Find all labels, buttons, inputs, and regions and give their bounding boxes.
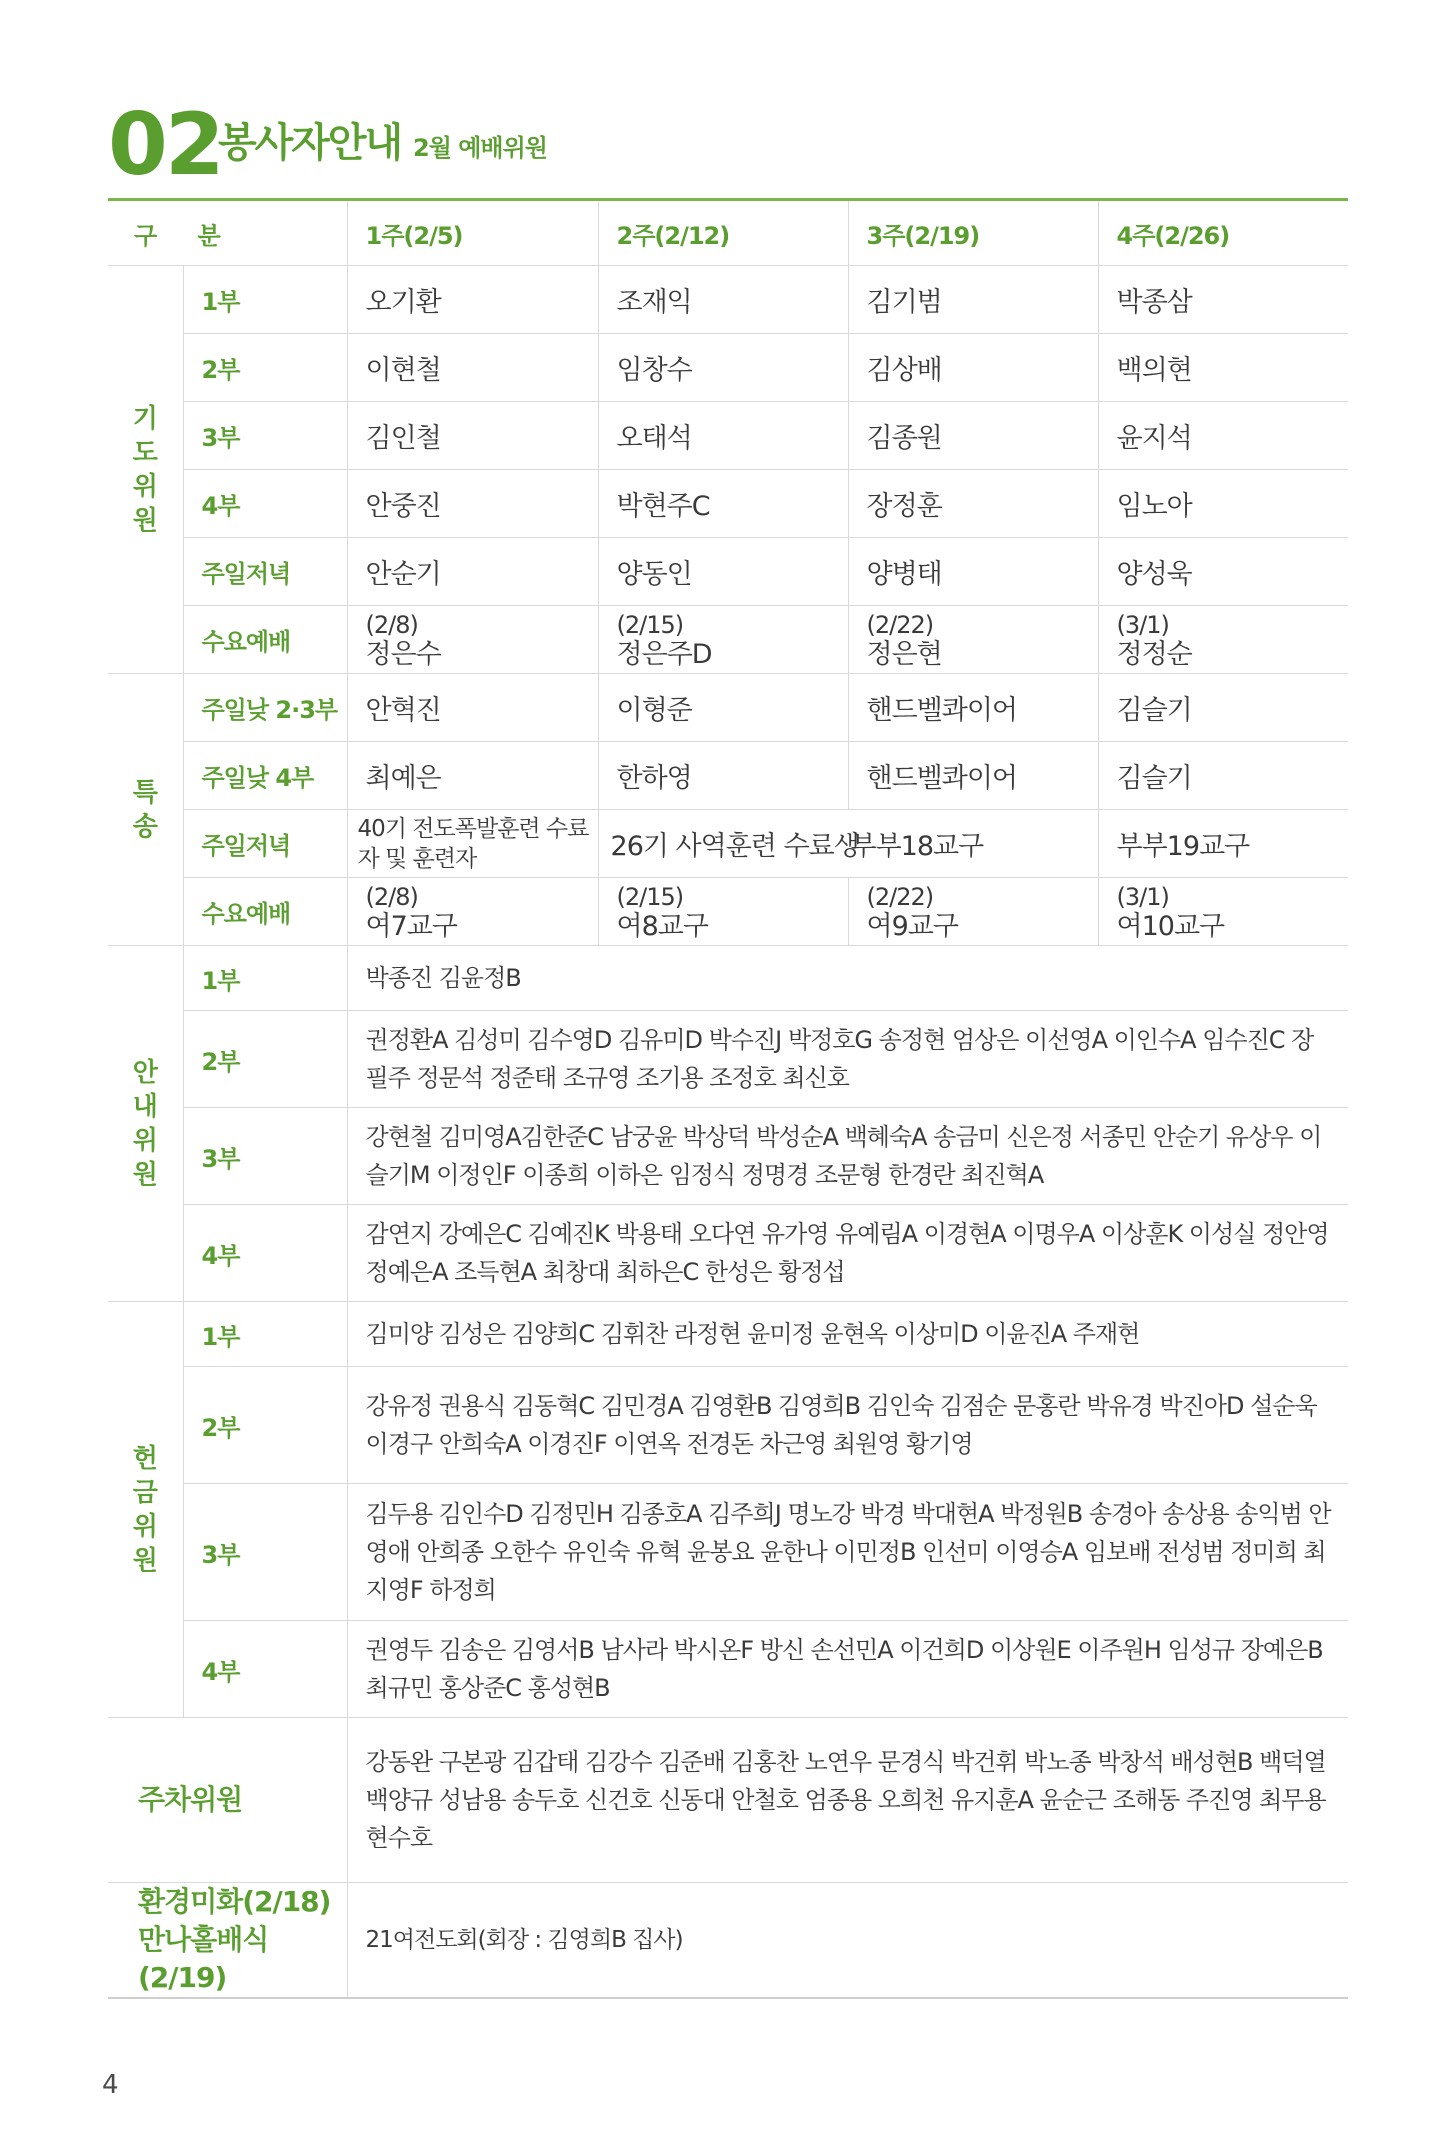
table-cell [598, 810, 984, 878]
table-cell: 장정훈 [848, 470, 1098, 538]
table-cell: 김기범 [848, 266, 1098, 334]
table-cell: 안혁진 [347, 674, 598, 742]
table-cell: 임창수 [598, 334, 848, 402]
section-number: 02 [108, 95, 222, 195]
table-cell: (2/22) 여9교구 [848, 878, 1098, 946]
header-gubun: 구 분 [108, 200, 347, 266]
header-week-2: 2주(2/12) [598, 200, 848, 266]
environment-label: 환경미화(2/18) 만나홀배식(2/19) [108, 1883, 347, 1999]
table-row [108, 674, 1348, 742]
table-row [108, 1302, 1348, 1367]
row-label: 주일낮 4부 [183, 742, 347, 810]
special-label: 특 송 [108, 674, 183, 946]
names-cell: 강유정 권용식 김동혁C 김민경A 김영환B 김영희B 김인숙 김점순 문홍란 박유경 박진아D 설순욱 이경구 안희숙A 이경진F 이연옥 전경돈 차근영 최원영 황기영 [347, 1367, 1348, 1484]
table-cell: (2/8) 여7교구 [347, 878, 598, 946]
table-row [108, 742, 1348, 810]
table-cell: (3/1) 여10교구 [1098, 878, 1348, 946]
row-label: 1부 [183, 266, 347, 334]
names-cell: 강동완 구본광 김갑태 김강수 김준배 김홍찬 노연우 문경식 박건휘 박노종 박창석 배성현B 백덕열 백양규 성남용 송두호 신건호 신동대 안철호 엄종용 오희천 유지훈A 윤순근 조해동 주진영 최무용 현수호 [347, 1718, 1348, 1883]
row-label: 수요예배 [183, 606, 347, 674]
row-label: 1부 [183, 946, 347, 1011]
table-row [108, 810, 1348, 878]
names-cell: 권정환A 김성미 김수영D 김유미D 박수진J 박정호G 송정현 엄상은 이선영A 이인수A 임수진C 장필주 정문석 정준태 조규영 조기용 조정호 최신호 [347, 1011, 1348, 1108]
page-number: 4 [102, 2070, 119, 2100]
names-cell: 박종진 김윤정B [347, 946, 1348, 1011]
row-label: 수요예배 [183, 878, 347, 946]
table-row [108, 402, 1348, 470]
table-row [108, 1011, 1348, 1108]
table-row [108, 266, 1348, 334]
table-cell: 안순기 [347, 538, 598, 606]
table-cell: 오기환 [347, 266, 598, 334]
table-cell: (2/15) 정은주D [598, 606, 848, 674]
table-cell: (2/22) 정은현 [848, 606, 1098, 674]
guide-label: 안 내 위 원 [108, 946, 183, 1302]
table-cell: 최예은 [347, 742, 598, 810]
table-row [108, 470, 1348, 538]
table-cell: 핸드벨콰이어 [848, 674, 1098, 742]
table-cell: 양성욱 [1098, 538, 1348, 606]
table-cell: 부부19교구 [1098, 810, 1348, 878]
table-row [108, 1205, 1348, 1302]
names-cell: 김두용 김인수D 김정민H 김종호A 김주희J 명노강 박경 박대현A 박정원B 송경아 송상용 송익범 안영애 안희종 오한수 유인숙 유혁 윤봉요 윤한나 이민정B 인선미 이영승A 임보배 전성범 정미희 최지영F 하정희 [347, 1484, 1348, 1621]
table-row [108, 606, 1348, 674]
row-label: 3부 [183, 1484, 347, 1621]
table-cell: 백의현 [1098, 334, 1348, 402]
table-row [108, 1621, 1348, 1718]
row-label: 2부 [183, 1367, 347, 1484]
table-cell: 박종삼 [1098, 266, 1348, 334]
table-cell: 김인철 [347, 402, 598, 470]
table-cell: 양병태 [848, 538, 1098, 606]
table-cell: 김상배 [848, 334, 1098, 402]
table-cell: (3/1) 정정순 [1098, 606, 1348, 674]
volunteer-table [108, 198, 1348, 1999]
table-row [108, 538, 1348, 606]
table-cell: 핸드벨콰이어 [848, 742, 1098, 810]
row-label: 3부 [183, 1108, 347, 1205]
special-evening-week2: 26기 사역훈련 수료생 [610, 831, 859, 862]
table-row [108, 1718, 1348, 1883]
names-cell: 강현철 김미영A김한준C 남궁윤 박상덕 박성순A 백혜숙A 송금미 신은정 서종민 안순기 유상우 이슬기M 이정인F 이종희 이하은 임정식 정명경 조문형 한경란 최진혁A [347, 1108, 1348, 1205]
row-label: 주일낮 2·3부 [183, 674, 347, 742]
row-label: 4부 [183, 470, 347, 538]
row-label: 4부 [183, 1205, 347, 1302]
section-subtitle: 2월 예배위원 [413, 134, 547, 162]
table-cell: 김슬기 [1098, 674, 1348, 742]
offering-label: 헌 금 위 원 [108, 1302, 183, 1718]
row-label: 1부 [183, 1302, 347, 1367]
table-cell: 이형준 [598, 674, 848, 742]
table-cell: 조재익 [598, 266, 848, 334]
table-cell: 오태석 [598, 402, 848, 470]
header-week-4: 4주(2/26) [1098, 200, 1348, 266]
header-week-3: 3주(2/19) [848, 200, 1098, 266]
row-label: 주일저녁 [183, 538, 347, 606]
table-cell: 임노아 [1098, 470, 1348, 538]
special-evening-week3: 부부18교구 [850, 831, 984, 862]
prayer-label: 기 도 위 원 [108, 266, 183, 674]
names-cell: 권영두 김송은 김영서B 남사라 박시온F 방신 손선민A 이건희D 이상원E 이주원H 임성규 장예은B 최규민 홍상준C 홍성현B [347, 1621, 1348, 1718]
row-label: 2부 [183, 1011, 347, 1108]
row-label: 2부 [183, 334, 347, 402]
table-cell: 김슬기 [1098, 742, 1348, 810]
table-cell: (2/15) 여8교구 [598, 878, 848, 946]
environment-text: 21여전도회(회장 : 김영희B 집사) [347, 1883, 1348, 1999]
row-label: 4부 [183, 1621, 347, 1718]
names-cell: 감연지 강예은C 김예진K 박용태 오다연 유가영 유예림A 이경현A 이명우A 이상훈K 이성실 정안영 정예은A 조득현A 최창대 최하은C 한성은 황정섭 [347, 1205, 1348, 1302]
table-row [108, 1108, 1348, 1205]
parking-label: 주차위원 [108, 1718, 347, 1883]
table-cell: 한하영 [598, 742, 848, 810]
table-cell: 양동인 [598, 538, 848, 606]
table-row [108, 334, 1348, 402]
table-row [108, 1883, 1348, 1999]
names-cell: 김미양 김성은 김양희C 김휘찬 라정현 윤미정 윤현옥 이상미D 이윤진A 주재현 [347, 1302, 1348, 1367]
table-cell: 김종원 [848, 402, 1098, 470]
table-row [108, 946, 1348, 1011]
row-label: 주일저녁 [183, 810, 347, 878]
table-cell: 박현주C [598, 470, 848, 538]
header-week-1: 1주(2/5) [347, 200, 598, 266]
table-row [108, 1367, 1348, 1484]
table-cell: 40기 전도폭발훈련 수료자 및 훈련자 [347, 810, 598, 878]
row-label: 3부 [183, 402, 347, 470]
table-cell: 안중진 [347, 470, 598, 538]
table-row [108, 878, 1348, 946]
table-cell: (2/8) 정은수 [347, 606, 598, 674]
section-title: 봉사자안내 [218, 120, 402, 166]
table-cell: 이현철 [347, 334, 598, 402]
table-row [108, 1484, 1348, 1621]
table-header-row [108, 200, 1348, 266]
table-cell: 윤지석 [1098, 402, 1348, 470]
